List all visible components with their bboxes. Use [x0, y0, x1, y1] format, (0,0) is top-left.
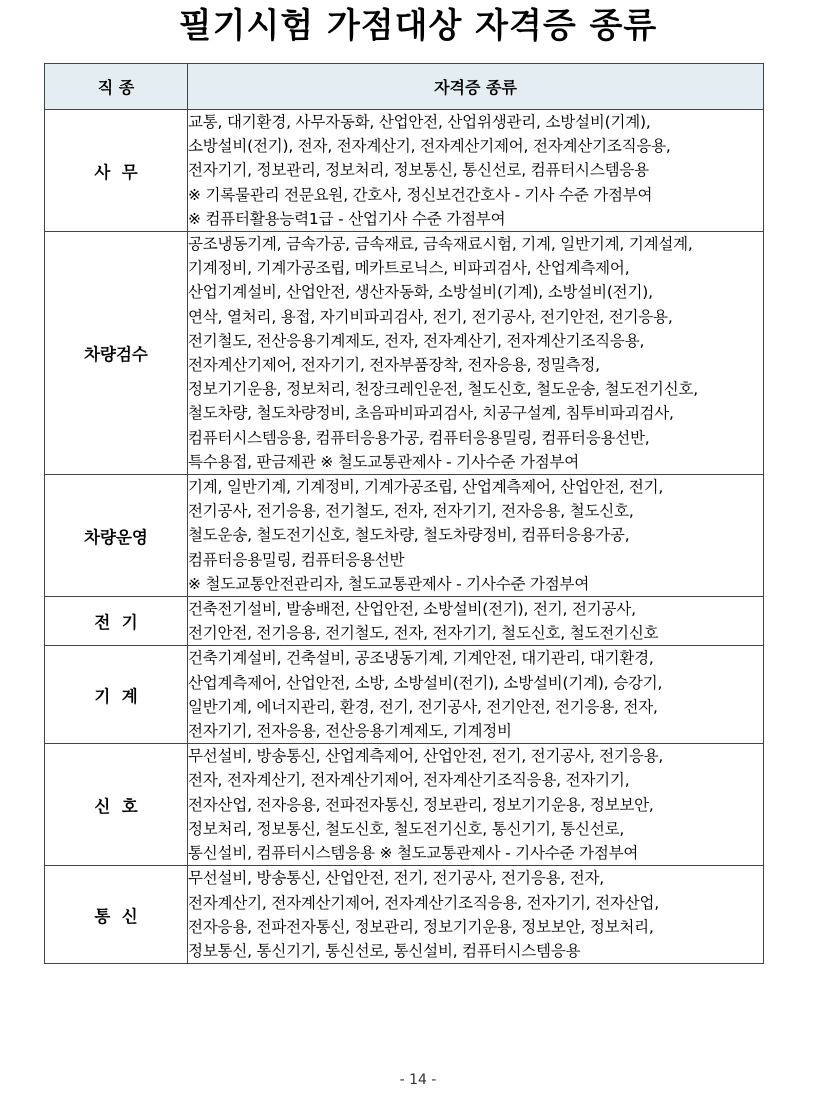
cert-line: 연삭, 열처리, 용접, 자기비파괴검사, 전기, 전기공사, 전기안전, 전기응용, — [188, 307, 673, 326]
cert-cell — [188, 646, 764, 744]
cert-cell — [188, 232, 764, 475]
cert-line: 전기공사, 전기응용, 전기철도, 전자, 전자기기, 전자응용, 철도신호, — [188, 502, 634, 521]
job-cell: 차량검수 — [45, 232, 188, 475]
table-row — [45, 232, 764, 475]
job-cell: 기 계 — [45, 646, 188, 744]
cert-line: 산업기계설비, 산업안전, 생산자동화, 소방설비(기계), 소방설비(전기), — [188, 283, 653, 302]
cert-line: 공조냉동기계, 금속가공, 금속재료, 금속재료시험, 기계, 일반기계, 기계설계, — [188, 235, 693, 254]
cert-line: 무선설비, 방송통신, 산업안전, 전기, 전기공사, 전기응용, 전자, — [188, 869, 605, 888]
table-row — [45, 597, 764, 646]
page-number: - 14 - — [399, 1072, 437, 1088]
job-cell: 차량운영 — [45, 475, 188, 597]
cert-line: 기계, 일반기계, 기계정비, 기계가공조립, 산업계측제어, 산업안전, 전기, — [188, 478, 664, 497]
cert-line: 건축기계설비, 건축설비, 공조냉동기계, 기계안전, 대기관리, 대기환경, — [188, 649, 654, 668]
cert-line: 철도운송, 철도전기신호, 철도차량, 철도차량정비, 컴퓨터응용가공, — [188, 526, 630, 545]
cert-line: 정보통신, 통신기기, 통신선로, 통신설비, 컴퓨터시스템응용 — [188, 941, 581, 960]
cert-line: 전기철도, 전산응용기계제도, 전자, 전자계산기, 전자계산기조직응용, — [188, 331, 645, 350]
table-row — [45, 110, 764, 232]
cert-line: 철도차량, 철도차량정비, 초음파비파괴검사, 치공구설계, 침투비파괴검사, — [188, 404, 674, 423]
table-row — [45, 646, 764, 744]
table-row — [45, 866, 764, 964]
cert-line: 건축전기설비, 발송배전, 산업안전, 소방설비(전기), 전기, 전기공사, — [188, 600, 636, 619]
cert-line: 교통, 대기환경, 사무자동화, 산업안전, 산업위생관리, 소방설비(기계), — [188, 113, 651, 131]
header-cert: 자격증 종류 — [188, 64, 764, 110]
cert-line: 무선설비, 방송통신, 산업계측제어, 산업안전, 전기, 전기공사, 전기응용, — [188, 747, 664, 766]
certificate-table — [44, 63, 764, 964]
table-row — [45, 475, 764, 597]
job-cell: 통 신 — [45, 866, 188, 964]
job-cell: 전 기 — [45, 597, 188, 646]
job-cell: 신 호 — [45, 744, 188, 866]
page-title: 필기시험 가점대상 자격증 종류 — [178, 6, 658, 46]
cert-line: 전자계산기, 전자계산기제어, 전자계산기조직응용, 전자기기, 전자산업, — [188, 893, 659, 912]
cert-line: 정보처리, 정보통신, 철도신호, 철도전기신호, 통신기기, 통신선로, — [188, 819, 625, 838]
cert-line: 통신설비, 컴퓨터시스템응용 ※ 철도교통관제사 - 기사수준 가점부여 — [188, 844, 639, 863]
cert-cell — [188, 866, 764, 964]
cert-cell — [188, 475, 764, 597]
cert-line: 컴퓨터시스템응용, 컴퓨터응용가공, 컴퓨터응용밀링, 컴퓨터응용선반, — [188, 428, 650, 447]
table-row — [45, 744, 764, 866]
cert-line: 기계정비, 기계가공조립, 메카트로닉스, 비파괴검사, 산업계측제어, — [188, 259, 630, 278]
cert-line: 소방설비(전기), 전자, 전자계산기, 전자계산기제어, 전자계산기조직응용, — [188, 137, 671, 156]
cert-line: 컴퓨터응용밀링, 컴퓨터응용선반 — [188, 550, 405, 569]
cert-cell — [188, 597, 764, 646]
cert-cell — [188, 110, 764, 232]
cert-line: 전자, 전자계산기, 전자계산기제어, 전자계산기조직응용, 전자기기, — [188, 771, 630, 790]
cert-line: ※ 기록물관리 전문요원, 간호사, 정신보건간호사 - 기사 수준 가점부여 — [188, 185, 653, 204]
cert-line: ※ 컴퓨터활용능력1급 - 산업기사 수준 가점부여 — [188, 209, 506, 228]
cert-line: 전자기기, 전자응용, 전산응용기계제도, 기계정비 — [188, 722, 512, 741]
header-job: 직 종 — [45, 64, 188, 110]
job-cell: 사 무 — [45, 110, 188, 232]
cert-cell — [188, 744, 764, 866]
cert-line: 산업계측제어, 산업안전, 소방, 소방설비(전기), 소방설비(기계), 승강기, — [188, 673, 663, 692]
cert-line: 전자응용, 전파전자통신, 정보관리, 정보기기운용, 정보보안, 정보처리, — [188, 917, 654, 936]
cert-line: 전자기기, 정보관리, 정보처리, 정보통신, 통신선로, 컴퓨터시스템응용 — [188, 161, 649, 180]
cert-line: 특수용접, 판금제관 ※ 철도교통관제사 - 기사수준 가점부여 — [188, 452, 580, 471]
cert-line: 정보기기운용, 정보처리, 천장크레인운전, 철도신호, 철도운송, 철도전기신호, — [188, 380, 698, 399]
cert-line: 전자계산기제어, 전자기기, 전자부품장착, 전자응용, 정밀측정, — [188, 356, 600, 375]
cert-line: 일반기계, 에너지관리, 환경, 전기, 전기공사, 전기안전, 전기응용, 전자, — [188, 697, 658, 716]
cert-line: ※ 철도교통안전관리자, 철도교통관제사 - 기사수준 가점부여 — [188, 574, 590, 593]
cert-line: 전자산업, 전자응용, 전파전자통신, 정보관리, 정보기기운용, 정보보안, — [188, 795, 654, 814]
table-header-row — [45, 64, 764, 110]
cert-line: 전기안전, 전기응용, 전기철도, 전자, 전자기기, 철도신호, 철도전기신호 — [188, 624, 659, 643]
